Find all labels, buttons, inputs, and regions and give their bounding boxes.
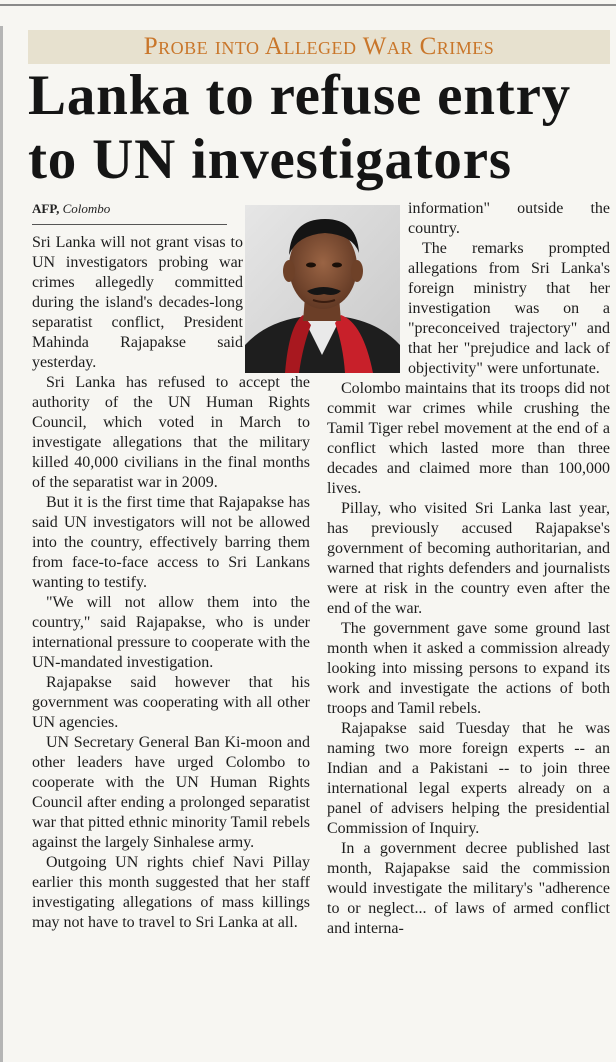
article-paragraph: Sri Lanka will not grant visas to UN investigators probing war crimes allegedly committed during the island's decades-long separatist conflict, President Mahinda Rajapakse said yesterday. — [32, 234, 243, 371]
person-photo-icon — [245, 205, 400, 373]
article-column-a — [32, 233, 243, 373]
article-paragraph: But it is the first time that Rajapakse has said UN investigators will not be allowed into the country, effectively barring them from face-to-face access to Sri Lankans wanting to testify. — [32, 494, 310, 591]
article-paragraph: Sri Lanka has refused to accept the authority of the UN Human Rights Council, which voted in March to investigate allegations that the military killed 40,000 civilians in the final months of the separatist war in 2009. — [32, 374, 310, 491]
article-paragraph: information" outside the country. — [408, 200, 610, 237]
article-paragraph: Colombo maintains that its troops did not commit war crimes while crushing the Tamil Tiger rebel movement at the end of a conflict which lasted more than three decades and claimed more than 100,000 lives. — [327, 380, 610, 497]
article-paragraph: In a government decree published last month, Rajapakse said the commission would investigate the military's "adherence to or neglect... of laws of armed conflict and interna- — [327, 840, 610, 937]
byline — [32, 201, 110, 217]
president-photo — [245, 205, 400, 373]
byline-location: Colombo — [62, 201, 111, 216]
headline-line-1: Lanka to refuse entry — [28, 64, 571, 127]
article-paragraph: The remarks prompted allegations from Sri Lanka's foreign ministry that her investigation was on a "preconceived trajectory" and that her "prejudice and lack of objectivity" were unfortunate. — [408, 240, 610, 377]
byline-agency: AFP, — [32, 201, 60, 216]
article-paragraph: Rajapakse said Tuesday that he was naming two more foreign experts -- an Indian and a Pakistani -- to join three international legal experts already on a panel of advisers helping the presidential Commission of Inquiry. — [327, 720, 610, 837]
article-paragraph: Rajapakse said however that his government was cooperating with all other UN agencies. — [32, 674, 310, 731]
kicker-label: Probe into Alleged War Crimes — [143, 33, 495, 60]
article-column-d — [327, 379, 610, 939]
left-margin-rule — [0, 26, 3, 1062]
article-column-b — [32, 373, 310, 933]
headline-line-2: to UN investigators — [28, 128, 512, 191]
byline-rule — [32, 224, 227, 225]
article-paragraph: Outgoing UN rights chief Navi Pillay earlier this month suggested that her staff investigating allegations of mass killings may not have to travel to Sri Lanka at all. — [32, 854, 310, 931]
article-paragraph: "We will not allow them into the country," said Rajapakse, who is under international pressure to cooperate with the UN-mandated investigation. — [32, 594, 310, 671]
article-paragraph: Pillay, who visited Sri Lanka last year, has previously accused Rajapakse's government of becoming authoritarian, and warned that rights defenders and journalists were at risk in the country even after the end of the war. — [327, 500, 610, 617]
article-column-c — [408, 199, 610, 379]
article-paragraph: The government gave some ground last month when it asked a commission already looking into missing persons to expand its work and investigate the actions of both troops and Tamil rebels. — [327, 620, 610, 717]
top-rule — [0, 4, 616, 6]
article-paragraph: UN Secretary General Ban Ki-moon and other leaders have urged Colombo to cooperate with the UN Human Rights Council after ending a prolonged separatist war that pitted ethnic minority Tamil rebels against the largely Sinhalese army. — [32, 734, 310, 851]
headline — [28, 64, 614, 192]
